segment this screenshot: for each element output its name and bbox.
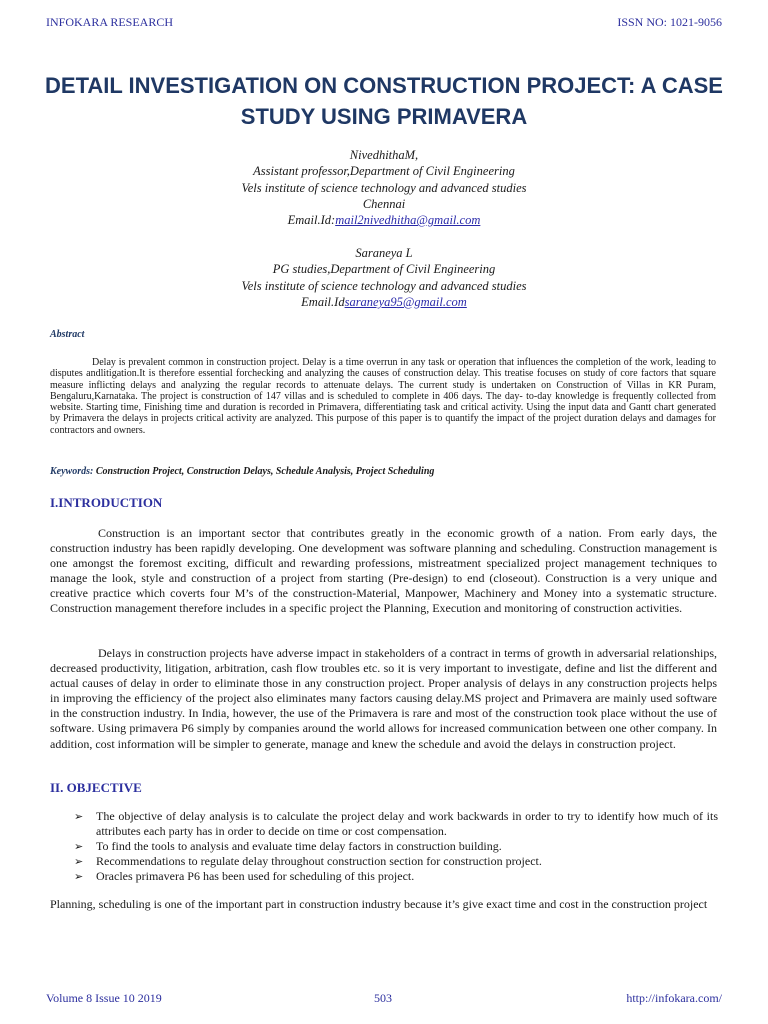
email-link[interactable]: saraneya95@gmail.com [344, 294, 467, 309]
issn: ISSN NO: 1021-9056 [617, 15, 722, 29]
email-label: Email.Id: [287, 213, 336, 228]
arrow-bullet-icon: ➢ [74, 810, 84, 823]
section-heading-introduction: I.INTRODUCTION [50, 495, 163, 510]
author-role: Assistant professor,Department of Civil Engineering [253, 164, 515, 179]
author-email-line [0, 294, 768, 310]
author-role: PG studies,Department of Civil Engineering [272, 262, 496, 277]
footer-url[interactable]: http://infokara.com/ [626, 991, 722, 1005]
journal-name: INFOKARA RESEARCH [46, 15, 174, 29]
email-link[interactable]: mail2nivedhitha@gmail.com [335, 213, 481, 228]
email-label: Email.Id [301, 294, 345, 309]
arrow-bullet-icon: ➢ [74, 840, 84, 854]
author-block-1 [0, 147, 768, 228]
list-item: ➢ Oracles primavera P6 has been used for scheduling of this project. [74, 869, 415, 884]
list-item: ➢ To find the tools to analysis and evaluate time delay factors in construction building. [74, 839, 502, 854]
paper-title: DETAIL INVESTIGATION ON CONSTRUCTION PROJECT: A CASE STUDY USING PRIMAVERA [45, 73, 723, 129]
introduction-paragraph-1: Construction is an important sector that contributes greatly in the economic growth of a nation. From early days, the construction industry has been rapidly developing. One development was software planning and scheduling. Construction management is one amongst the foremost exciting, difficult and rewarding professions, mistreatment specialized project management techniques to manage the look, style and construction of a project from starting (Pre-design) to end (closeout). Construction is a very unique and creative practice which coverts four M’s of the construction-Material, Manpower, Machinery and Money into a systematic structure. Construction management therefore includes in a specific project the Planning, Execution and monitoring of construction activities. [50, 526, 717, 616]
author-name: Saraneya L [355, 246, 413, 260]
author-block-2 [0, 245, 768, 310]
author-email-line [0, 212, 768, 228]
arrow-bullet-icon: ➢ [74, 855, 84, 869]
author-institution: Vels institute of science technology and advanced studies [241, 278, 527, 293]
list-item: ➢ Recommendations to regulate delay throughout construction section for construction project. [74, 854, 542, 869]
author-city: Chennai [362, 196, 406, 211]
arrow-bullet-icon: ➢ [74, 870, 84, 884]
objective-list [74, 809, 718, 884]
introduction-paragraph-2: Delays in construction projects have adverse impact in stakeholders of a contract in terms of growth in adversarial relationships, decreased productivity, litigation, arbitration, cash flow troubles etc. so it is very important to investigate, define and list the different and actual causes of delay in order to eliminate those in any construction project. Proper analysis of delays in any construction projects helps in improving the efficiency of the project also eliminates many factors causing delay.MS project and Primavera are mainly used software in the construction industry. In India, however, the use of the Primavera is rare and most of the construction took place without the use of software. Using primavera P6 simply by companies around the world allows for increased communication between one other company. In addition, cost information will be simpler to generate, manage and knew the schedule and avoid the delays in construction project. [50, 646, 717, 751]
keywords-text: Construction Project, Construction Delays, Schedule Analysis, Project Scheduling [95, 466, 435, 477]
objective-closing-paragraph: Planning, scheduling is one of the important part in construction industry because it’s give exact time and cost in the construction project [50, 897, 708, 911]
abstract-text: Delay is prevalent common in construction project. Delay is a time overrun in any task or operation that influences the completion of the work, leading to disputes andlitigation.It is therefore essential forchecking and analyzing the causes of construction delay. This treatise focuses on study of core factors that square measure inflicting delays and analyzing the regular records to attenuate delays. The current study is undertaken on Construction of Villas in KR Puram, Bengaluru,Karnataka. The project is construction of 147 villas and is scheduled to complete in 406 days. The day- to-day knowledge is frequently collected from website. Starting time, Finishing time and duration is recorded in Primavera, differentiating task and critical activity. Using the input data and Gantt chart generated by Primavera the delays in projects critical activity are analyzed. This purpose of this paper is to quantify the impact of the project duration delays and damages for contractors and owners. [50, 357, 716, 436]
keywords [50, 466, 434, 477]
section-heading-objective: II. OBJECTIVE [50, 780, 142, 795]
author-institution: Vels institute of science technology and advanced studies [241, 180, 527, 195]
footer-page-number: 503 [374, 991, 392, 1005]
footer-volume: Volume 8 Issue 10 2019 [46, 991, 162, 1005]
keywords-label: Keywords: [50, 466, 94, 477]
author-name: NivedhithaM, [349, 148, 419, 162]
abstract-heading: Abstract [50, 329, 85, 340]
list-item: ➢ The objective of delay analysis is to calculate the project delay and work backwards in order to try to identify how much of its attributes each party has in order to decide on time or cost compensation. [74, 809, 718, 839]
